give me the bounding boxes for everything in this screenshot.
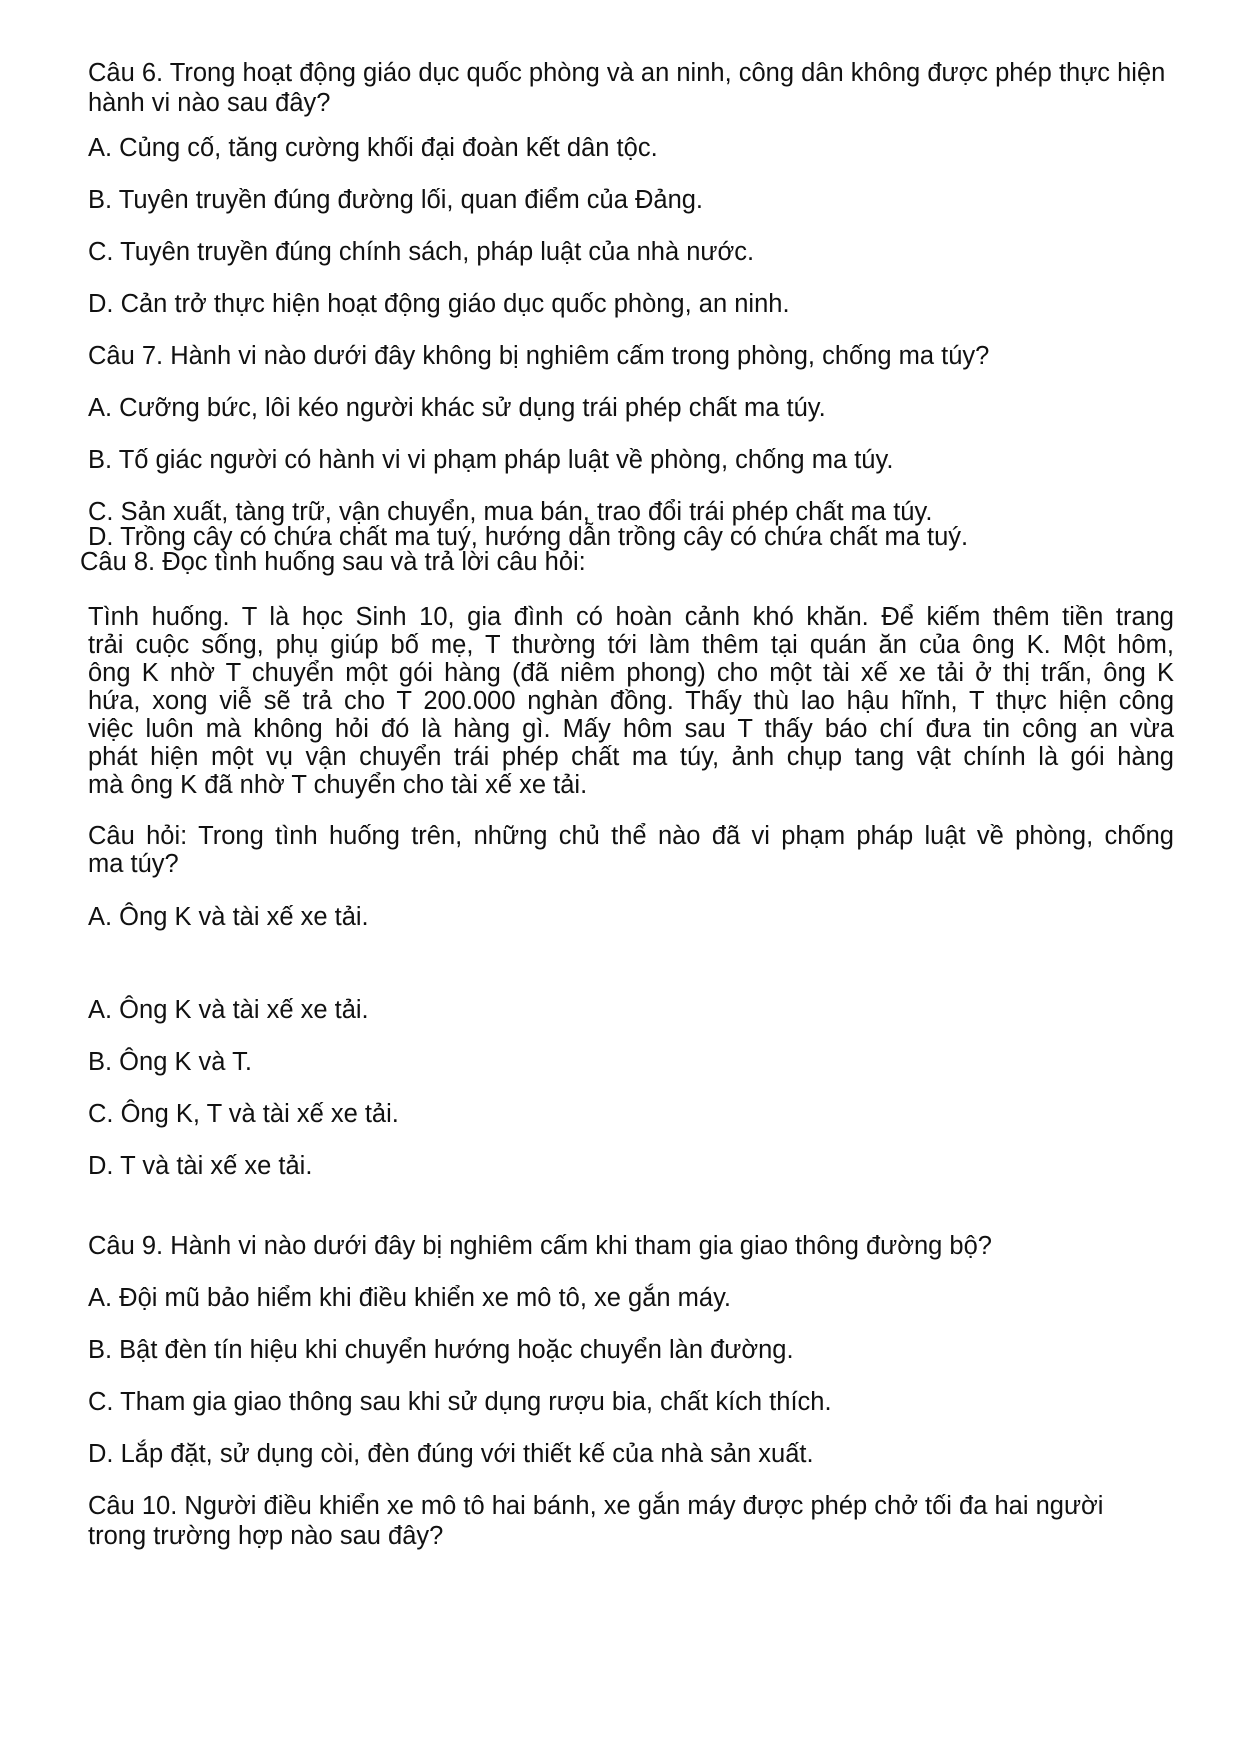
q8-option-a-duplicate: A. Ông K và tài xế xe tải. bbox=[88, 903, 369, 931]
situation-line: trải cuộc sống, phụ giúp bố mẹ, T thường tới làm thêm tại quán ăn của ông K. Một hôm, bbox=[88, 631, 1174, 659]
q9-question: Câu 9. Hành vi nào dưới đây bị nghiêm cấm khi tham gia giao thông đường bộ? bbox=[88, 1232, 992, 1260]
situation-line: hứa, xong viễ sẽ trả cho T 200.000 nghàn đồng. Thấy thù lao hậu hĩnh, T thực hiện công bbox=[88, 687, 1174, 715]
question-line: Câu hỏi: Trong tình huống trên, những chủ thể nào đã vi phạm pháp luật về phòng, chống bbox=[88, 822, 1174, 850]
q8-option-d: D. T và tài xế xe tải. bbox=[88, 1152, 313, 1180]
q7-option-d: D. Trồng cây có chứa chất ma tuý, hướng dẫn trồng cây có chứa chất ma tuý. bbox=[88, 523, 969, 551]
situation-line: mà ông K đã nhờ T chuyển cho tài xế xe tải. bbox=[88, 771, 588, 799]
q7-question: Câu 7. Hành vi nào dưới đây không bị nghiêm cấm trong phòng, chống ma túy? bbox=[88, 342, 990, 370]
q8-option-a: A. Ông K và tài xế xe tải. bbox=[88, 996, 369, 1024]
q7-option-a: A. Cưỡng bức, lôi kéo người khác sử dụng trái phép chất ma túy. bbox=[88, 394, 826, 422]
q6-question: Câu 6. Trong hoạt động giáo dục quốc phòng và an ninh, công dân không được phép thực hiện hành vi nào sau đây? bbox=[88, 59, 1166, 117]
situation-line: ông K nhờ T chuyển một gói hàng (đã niêm phong) cho một tài xế xe tải ở thị trấn, ông K bbox=[88, 659, 1174, 687]
q9-option-a: A. Đội mũ bảo hiểm khi điều khiển xe mô tô, xe gắn máy. bbox=[88, 1284, 732, 1312]
q6-option-d: D. Cản trở thực hiện hoạt động giáo dục quốc phòng, an ninh. bbox=[88, 290, 790, 318]
situation-line: Tình huống. T là học Sinh 10, gia đình có hoàn cảnh khó khăn. Để kiếm thêm tiền trang bbox=[88, 603, 1174, 631]
q8-intro: Câu 8. Đọc tình huống sau và trả lời câu hỏi: bbox=[80, 548, 586, 576]
question-line: Câu 10. Người điều khiển xe mô tô hai bánh, xe gắn máy được phép chở tối đa hai người bbox=[88, 1492, 1104, 1520]
q8-option-b: B. Ông K và T. bbox=[88, 1048, 252, 1076]
q6-option-b: B. Tuyên truyền đúng đường lối, quan điểm của Đảng. bbox=[88, 186, 704, 214]
situation-line: phát hiện một vụ vận chuyển trái phép chất ma túy, ảnh chụp tang vật chính là gói hàng bbox=[88, 743, 1174, 771]
q8-option-c: C. Ông K, T và tài xế xe tải. bbox=[88, 1100, 399, 1128]
question-line: trong trường hợp nào sau đây? bbox=[88, 1522, 444, 1550]
situation-line: việc luôn mà không hỏi đó là hàng gì. Mấy hôm sau T thấy báo chí đưa tin công an vừa bbox=[88, 715, 1174, 743]
q7-option-c: C. Sản xuất, tàng trữ, vận chuyển, mua bán, trao đổi trái phép chất ma túy. bbox=[88, 498, 933, 526]
q7-option-b: B. Tố giác người có hành vi vi phạm pháp luật về phòng, chống ma túy. bbox=[88, 446, 894, 474]
q6-option-c: C. Tuyên truyền đúng chính sách, pháp luật của nhà nước. bbox=[88, 238, 755, 266]
q6-option-a: A. Củng cố, tăng cường khối đại đoàn kết dân tộc. bbox=[88, 134, 658, 162]
q9-option-d: D. Lắp đặt, sử dụng còi, đèn đúng với thiết kế của nhà sản xuất. bbox=[88, 1440, 814, 1468]
q9-option-b: B. Bật đèn tín hiệu khi chuyển hướng hoặc chuyển làn đường. bbox=[88, 1336, 794, 1364]
question-line: ma túy? bbox=[88, 850, 179, 878]
q9-option-c: C. Tham gia giao thông sau khi sử dụng rượu bia, chất kích thích. bbox=[88, 1388, 832, 1416]
